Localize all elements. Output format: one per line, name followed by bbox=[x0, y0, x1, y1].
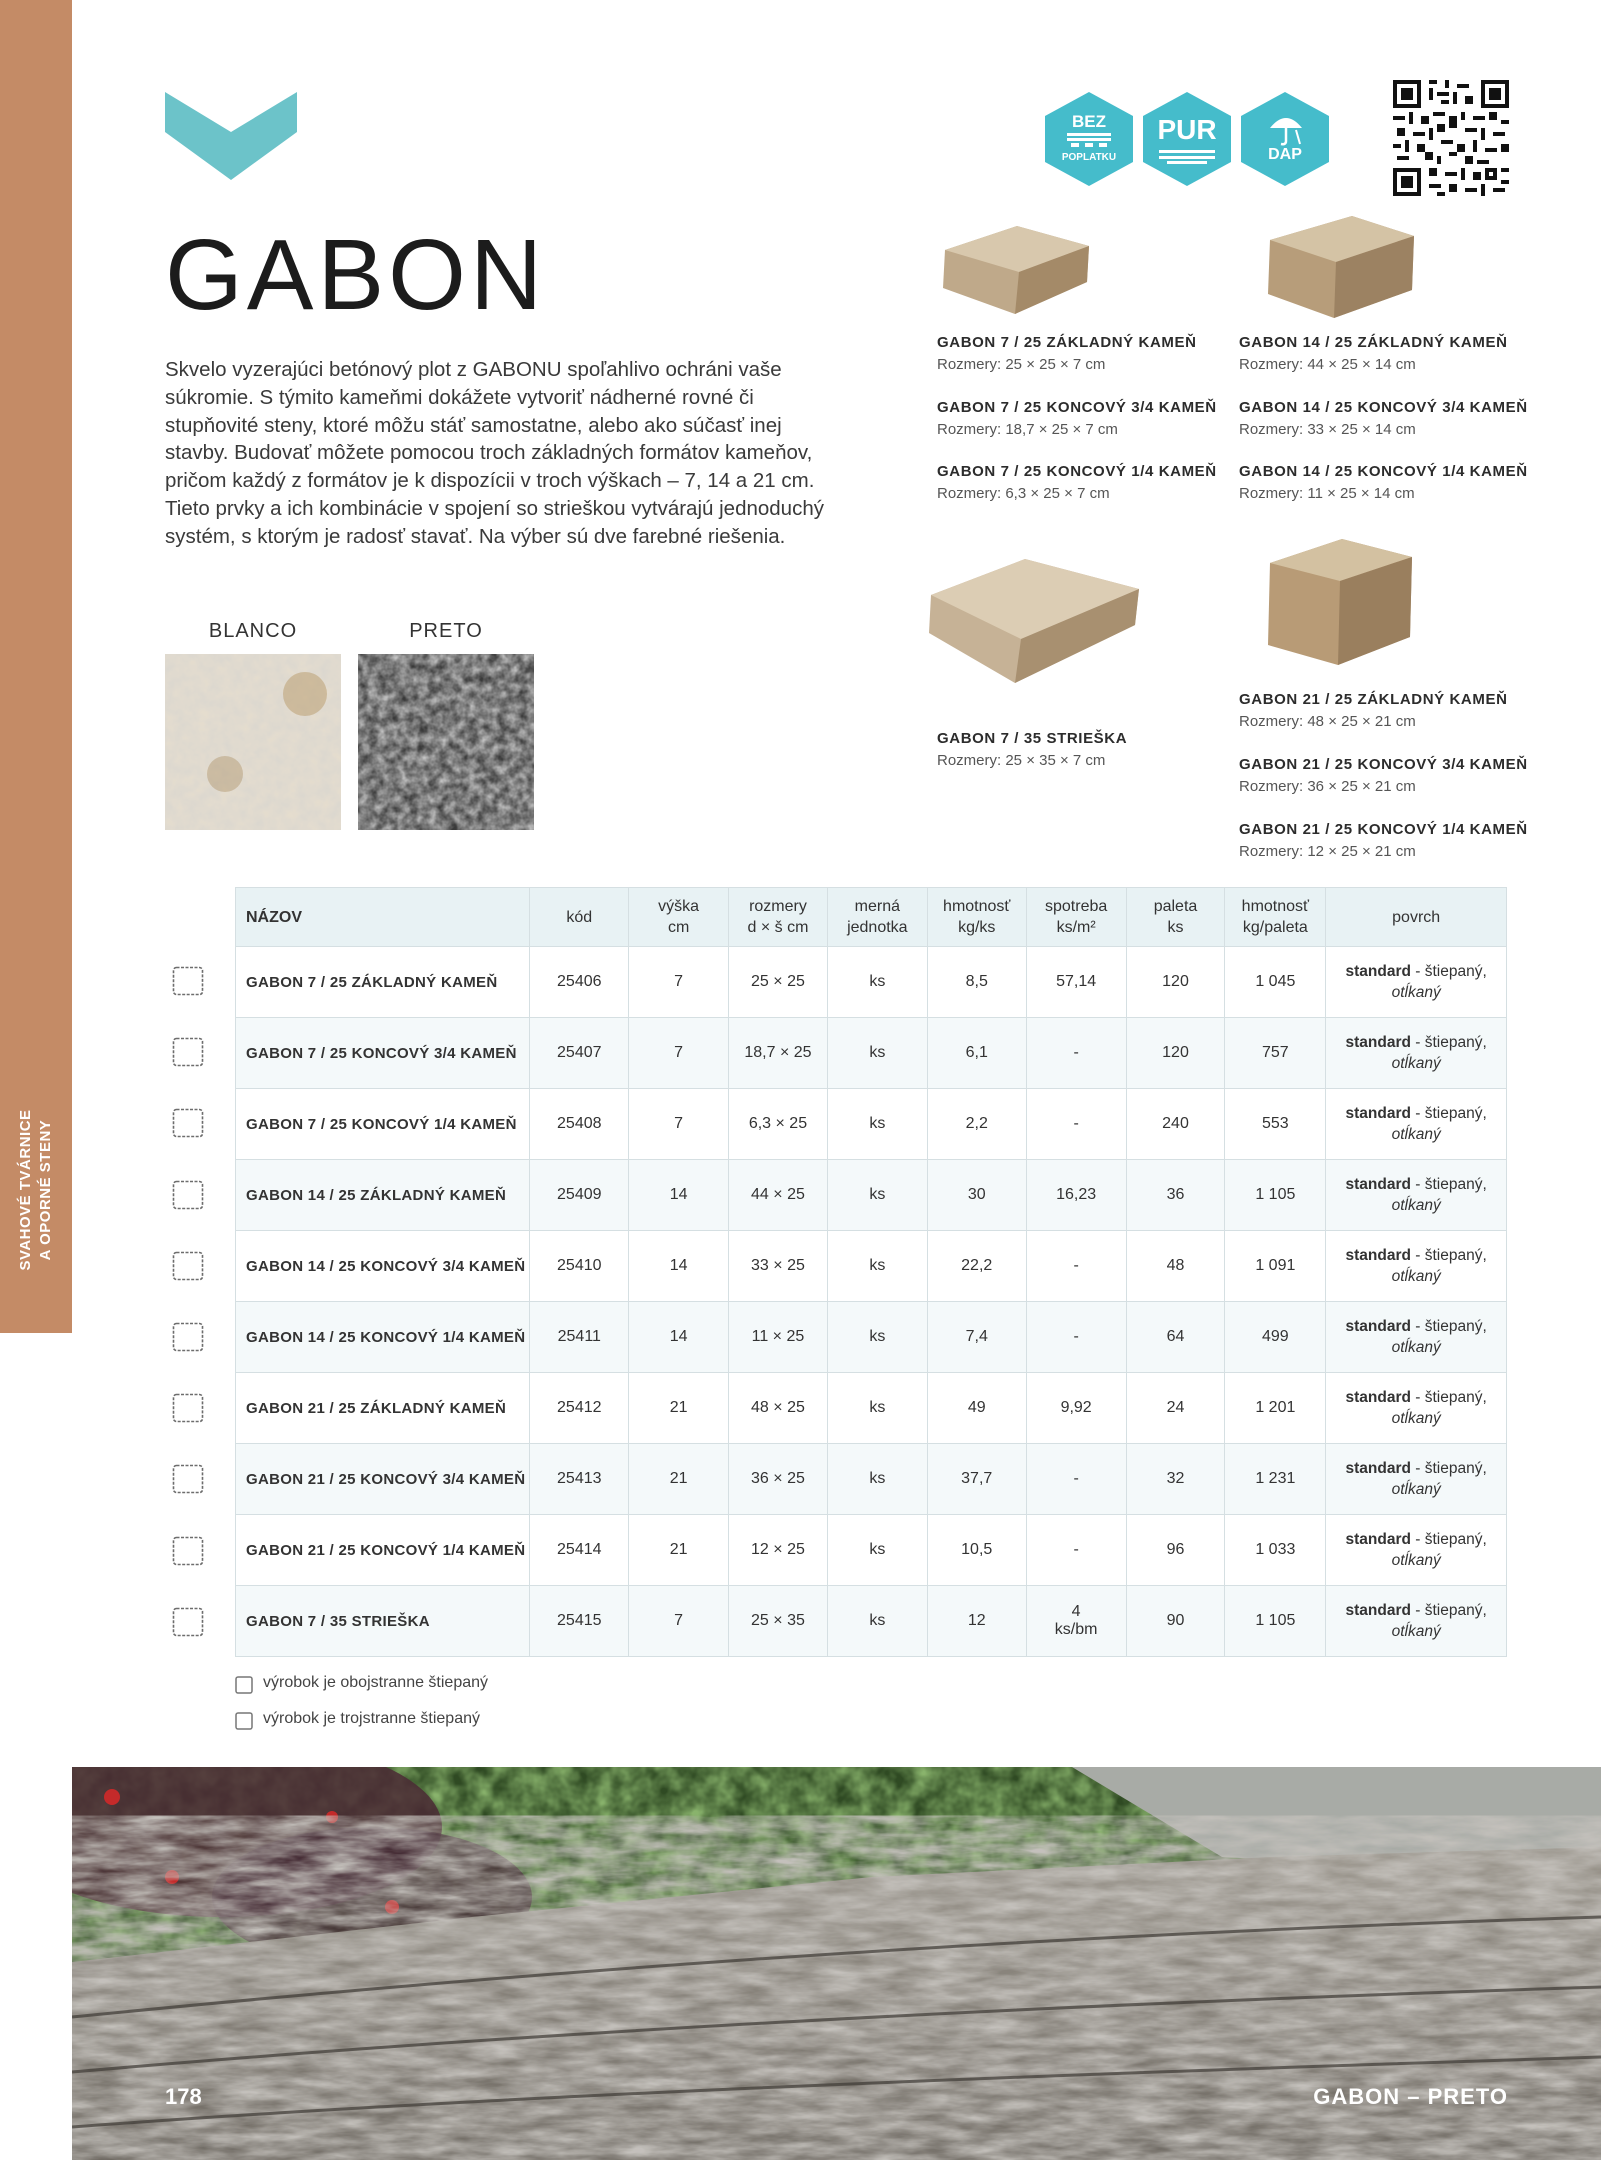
product-dimensions: Rozmery: 12 × 25 × 21 cm bbox=[1239, 843, 1416, 860]
swatch-blanco[interactable] bbox=[165, 654, 341, 830]
cell-height: 14 bbox=[629, 1160, 729, 1231]
split-type-checkbox-icon bbox=[172, 966, 204, 996]
cell-pallet: 32 bbox=[1126, 1444, 1225, 1515]
badge-dap: DAP bbox=[1239, 90, 1331, 188]
stone-image-gabon-7-35-strieska bbox=[925, 555, 1145, 690]
cell-pallet: 90 bbox=[1126, 1586, 1225, 1657]
cell-unit: ks bbox=[827, 1089, 927, 1160]
cell-dimensions: 44 × 25 bbox=[729, 1160, 828, 1231]
badge-pur: PUR bbox=[1141, 90, 1233, 188]
pallet-icon bbox=[1067, 133, 1111, 147]
cell-weight: 6,1 bbox=[927, 1018, 1026, 1089]
cell-height: 14 bbox=[629, 1302, 729, 1373]
checkbox-outline-icon bbox=[235, 1712, 253, 1730]
cell-weight: 30 bbox=[927, 1160, 1026, 1231]
product-name: GABON 7 / 25 KONCOVÝ 3/4 KAMEŇ bbox=[937, 399, 1217, 416]
cell-dimensions: 36 × 25 bbox=[729, 1444, 828, 1515]
cell-weight: 37,7 bbox=[927, 1444, 1026, 1515]
cell-surface: standard - štiepaný, otĺkaný bbox=[1326, 1231, 1507, 1302]
cell-code: 25413 bbox=[530, 1444, 629, 1515]
cell-usage: 57,14 bbox=[1026, 947, 1126, 1018]
footer-title: GABON – PRETO bbox=[1313, 2084, 1508, 2109]
cell-unit: ks bbox=[827, 1515, 927, 1586]
cell-surface: standard - štiepaný, otĺkaný bbox=[1326, 1302, 1507, 1373]
table-row bbox=[236, 947, 1507, 1018]
cell-code: 25407 bbox=[530, 1018, 629, 1089]
cell-pallet: 120 bbox=[1126, 1018, 1225, 1089]
cell-dimensions: 25 × 25 bbox=[729, 947, 828, 1018]
cell-code: 25409 bbox=[530, 1160, 629, 1231]
cell-name: GABON 14 / 25 KONCOVÝ 1/4 KAMEŇ bbox=[236, 1302, 530, 1373]
cell-dimensions: 33 × 25 bbox=[729, 1231, 828, 1302]
table-row bbox=[236, 1302, 1507, 1373]
cell-code: 25415 bbox=[530, 1586, 629, 1657]
cell-surface: standard - štiepaný, otĺkaný bbox=[1326, 1586, 1507, 1657]
header-dimensions: rozmery d × š cm bbox=[729, 888, 828, 947]
cell-surface: standard - štiepaný, otĺkaný bbox=[1326, 1089, 1507, 1160]
header-height: výška cm bbox=[629, 888, 729, 947]
header-unit: merná jednotka bbox=[827, 888, 927, 947]
cell-surface: standard - štiepaný, otĺkaný bbox=[1326, 947, 1507, 1018]
product-dimensions: Rozmery: 33 × 25 × 14 cm bbox=[1239, 421, 1416, 438]
cell-pallet: 36 bbox=[1126, 1160, 1225, 1231]
product-dimensions: Rozmery: 36 × 25 × 21 cm bbox=[1239, 778, 1416, 795]
cell-pallet: 120 bbox=[1126, 947, 1225, 1018]
product-dimensions: Rozmery: 25 × 35 × 7 cm bbox=[937, 752, 1106, 769]
color-label-preto: PRETO bbox=[409, 620, 483, 642]
header-pallet: paleta ks bbox=[1126, 888, 1225, 947]
cell-dimensions: 6,3 × 25 bbox=[729, 1089, 828, 1160]
cell-height: 7 bbox=[629, 1018, 729, 1089]
product-name: GABON 7 / 25 KONCOVÝ 1/4 KAMEŇ bbox=[937, 463, 1217, 480]
cell-unit: ks bbox=[827, 1586, 927, 1657]
cell-weight: 10,5 bbox=[927, 1515, 1026, 1586]
split-type-checkbox-icon bbox=[172, 1607, 204, 1637]
chevron-logo-icon bbox=[165, 92, 297, 182]
cell-surface: standard - štiepaný, otĺkaný bbox=[1326, 1373, 1507, 1444]
cell-weight: 8,5 bbox=[927, 947, 1026, 1018]
header-weight: hmotnosť kg/ks bbox=[927, 888, 1026, 947]
cell-pallet-weight: 757 bbox=[1225, 1018, 1326, 1089]
stone-image-gabon-21-25 bbox=[1262, 533, 1422, 673]
cell-unit: ks bbox=[827, 1160, 927, 1231]
cell-name: GABON 21 / 25 ZÁKLADNÝ KAMEŇ bbox=[236, 1373, 530, 1444]
cell-unit: ks bbox=[827, 1373, 927, 1444]
cell-unit: ks bbox=[827, 1444, 927, 1515]
header-usage: spotreba ks/m² bbox=[1026, 888, 1126, 947]
header-pallet-weight: hmotnosť kg/paleta bbox=[1225, 888, 1326, 947]
cell-pallet-weight: 1 091 bbox=[1225, 1231, 1326, 1302]
table-row bbox=[236, 1089, 1507, 1160]
cell-height: 7 bbox=[629, 1089, 729, 1160]
product-dimensions: Rozmery: 44 × 25 × 14 cm bbox=[1239, 356, 1416, 373]
umbrella-icon bbox=[1267, 110, 1305, 146]
split-type-checkbox-icon bbox=[172, 1536, 204, 1566]
cell-code: 25408 bbox=[530, 1089, 629, 1160]
cell-pallet-weight: 1 045 bbox=[1225, 947, 1326, 1018]
header-code: kód bbox=[530, 888, 629, 947]
cell-dimensions: 12 × 25 bbox=[729, 1515, 828, 1586]
cell-usage: - bbox=[1026, 1018, 1126, 1089]
stone-image-gabon-7-25 bbox=[937, 222, 1097, 322]
product-name: GABON 7 / 25 ZÁKLADNÝ KAMEŇ bbox=[937, 334, 1197, 351]
cell-height: 7 bbox=[629, 947, 729, 1018]
table-row bbox=[236, 1373, 1507, 1444]
cell-name: GABON 21 / 25 KONCOVÝ 1/4 KAMEŇ bbox=[236, 1515, 530, 1586]
cell-surface: standard - štiepaný, otĺkaný bbox=[1326, 1444, 1507, 1515]
split-type-checkbox-icon bbox=[172, 1037, 204, 1067]
product-dimensions: Rozmery: 6,3 × 25 × 7 cm bbox=[937, 485, 1110, 502]
cell-surface: standard - štiepaný, otĺkaný bbox=[1326, 1018, 1507, 1089]
cell-unit: ks bbox=[827, 1231, 927, 1302]
cell-height: 21 bbox=[629, 1515, 729, 1586]
header-surface: povrch bbox=[1326, 888, 1507, 947]
cell-usage: - bbox=[1026, 1444, 1126, 1515]
cell-surface: standard - štiepaný, otĺkaný bbox=[1326, 1515, 1507, 1586]
header-name: NÁZOV bbox=[236, 888, 530, 947]
table-header-row bbox=[236, 888, 1507, 947]
cell-pallet-weight: 1 105 bbox=[1225, 1160, 1326, 1231]
cell-pallet-weight: 1 231 bbox=[1225, 1444, 1326, 1515]
cell-unit: ks bbox=[827, 947, 927, 1018]
side-label-line1: SVAHOVÉ TVÁRNICE bbox=[17, 1109, 34, 1271]
side-label-line2: A OPORNÉ STENY bbox=[37, 1119, 54, 1261]
cell-dimensions: 25 × 35 bbox=[729, 1586, 828, 1657]
cell-pallet-weight: 499 bbox=[1225, 1302, 1326, 1373]
cell-usage: 16,23 bbox=[1026, 1160, 1126, 1231]
spec-table bbox=[235, 887, 1507, 1657]
cell-name: GABON 7 / 25 KONCOVÝ 1/4 KAMEŇ bbox=[236, 1089, 530, 1160]
split-type-checkbox-icon bbox=[172, 1180, 204, 1210]
cell-code: 25412 bbox=[530, 1373, 629, 1444]
table-row bbox=[236, 1160, 1507, 1231]
cell-code: 25410 bbox=[530, 1231, 629, 1302]
cell-pallet-weight: 1 105 bbox=[1225, 1586, 1326, 1657]
cell-name: GABON 7 / 25 KONCOVÝ 3/4 KAMEŇ bbox=[236, 1018, 530, 1089]
product-name: GABON 21 / 25 KONCOVÝ 3/4 KAMEŇ bbox=[1239, 756, 1528, 773]
cell-pallet: 64 bbox=[1126, 1302, 1225, 1373]
cell-usage: - bbox=[1026, 1089, 1126, 1160]
cell-code: 25411 bbox=[530, 1302, 629, 1373]
cell-height: 7 bbox=[629, 1586, 729, 1657]
cell-height: 21 bbox=[629, 1373, 729, 1444]
split-type-checkbox-icon bbox=[172, 1393, 204, 1423]
cell-weight: 22,2 bbox=[927, 1231, 1026, 1302]
table-row bbox=[236, 1444, 1507, 1515]
cell-dimensions: 18,7 × 25 bbox=[729, 1018, 828, 1089]
cell-code: 25414 bbox=[530, 1515, 629, 1586]
table-row bbox=[236, 1231, 1507, 1302]
product-dimensions: Rozmery: 48 × 25 × 21 cm bbox=[1239, 713, 1416, 730]
cell-name: GABON 7 / 35 STRIEŠKA bbox=[236, 1586, 530, 1657]
cell-pallet: 48 bbox=[1126, 1231, 1225, 1302]
product-name: GABON 14 / 25 KONCOVÝ 1/4 KAMEŇ bbox=[1239, 463, 1528, 480]
cell-name: GABON 14 / 25 ZÁKLADNÝ KAMEŇ bbox=[236, 1160, 530, 1231]
split-type-checkbox-icon bbox=[172, 1251, 204, 1281]
cell-weight: 7,4 bbox=[927, 1302, 1026, 1373]
table-row bbox=[236, 1018, 1507, 1089]
product-name: GABON 14 / 25 KONCOVÝ 3/4 KAMEŇ bbox=[1239, 399, 1528, 416]
product-name: GABON 7 / 35 STRIEŠKA bbox=[937, 730, 1128, 747]
swatch-preto[interactable] bbox=[358, 654, 534, 830]
cell-weight: 2,2 bbox=[927, 1089, 1026, 1160]
cell-name: GABON 21 / 25 KONCOVÝ 3/4 KAMEŇ bbox=[236, 1444, 530, 1515]
cell-dimensions: 48 × 25 bbox=[729, 1373, 828, 1444]
badge-bez-poplatku: BEZ POPLATKU bbox=[1043, 90, 1135, 188]
cell-usage: 4 ks/bm bbox=[1026, 1586, 1126, 1657]
cell-usage: 9,92 bbox=[1026, 1373, 1126, 1444]
cell-weight: 12 bbox=[927, 1586, 1026, 1657]
page-number: 178 bbox=[165, 2084, 202, 2109]
cell-usage: - bbox=[1026, 1302, 1126, 1373]
product-name: GABON 14 / 25 ZÁKLADNÝ KAMEŇ bbox=[1239, 334, 1508, 351]
product-name: GABON 21 / 25 ZÁKLADNÝ KAMEŇ bbox=[1239, 691, 1508, 708]
cell-dimensions: 11 × 25 bbox=[729, 1302, 828, 1373]
split-type-checkbox-icon bbox=[172, 1108, 204, 1138]
split-type-checkbox-icon bbox=[172, 1322, 204, 1352]
qr-code[interactable] bbox=[1393, 80, 1509, 196]
table-row bbox=[236, 1515, 1507, 1586]
cell-name: GABON 7 / 25 ZÁKLADNÝ KAMEŇ bbox=[236, 947, 530, 1018]
cell-code: 25406 bbox=[530, 947, 629, 1018]
cell-unit: ks bbox=[827, 1302, 927, 1373]
checkbox-outline-icon bbox=[235, 1676, 253, 1694]
cell-pallet-weight: 553 bbox=[1225, 1089, 1326, 1160]
cell-unit: ks bbox=[827, 1018, 927, 1089]
cell-usage: - bbox=[1026, 1515, 1126, 1586]
page-title: GABON bbox=[165, 219, 547, 331]
side-category-label bbox=[16, 1060, 56, 1320]
cell-height: 14 bbox=[629, 1231, 729, 1302]
product-dimensions: Rozmery: 18,7 × 25 × 7 cm bbox=[937, 421, 1118, 438]
stone-image-gabon-14-25 bbox=[1262, 210, 1422, 325]
table-row bbox=[236, 1586, 1507, 1657]
product-dimensions: Rozmery: 25 × 25 × 7 cm bbox=[937, 356, 1106, 373]
cell-pallet: 24 bbox=[1126, 1373, 1225, 1444]
intro-paragraph: Skvelo vyzerajúci betónový plot z GABONU spoľahlivo ochráni vaše súkromie. S týmito kameňmi dokážete vytvoriť nádherné rovné či stupňovité steny, ktoré môžu stáť samostatne, alebo ako súčasť inej stavby. Budovať môžete pomocou troch základných formátov kameňov, pričom každý z formátov je k dispozícii v troch výškach – 7, 14 a 21 cm. Tieto prvky a ich kombinácie v spojení so strieškou vytvárajú jednoduchý systém, s ktorým je radosť stavať. Na výber sú dve farebné riešenia. bbox=[165, 358, 824, 548]
cell-pallet-weight: 1 201 bbox=[1225, 1373, 1326, 1444]
pur-lines-icon bbox=[1159, 150, 1215, 164]
product-dimensions: Rozmery: 11 × 25 × 14 cm bbox=[1239, 485, 1415, 502]
cell-weight: 49 bbox=[927, 1373, 1026, 1444]
cell-height: 21 bbox=[629, 1444, 729, 1515]
cell-pallet: 96 bbox=[1126, 1515, 1225, 1586]
color-label-blanco: BLANCO bbox=[208, 620, 298, 642]
cell-surface: standard - štiepaný, otĺkaný bbox=[1326, 1160, 1507, 1231]
cell-name: GABON 14 / 25 KONCOVÝ 3/4 KAMEŇ bbox=[236, 1231, 530, 1302]
cell-pallet: 240 bbox=[1126, 1089, 1225, 1160]
cell-usage: - bbox=[1026, 1231, 1126, 1302]
cell-pallet-weight: 1 033 bbox=[1225, 1515, 1326, 1586]
product-name: GABON 21 / 25 KONCOVÝ 1/4 KAMEŇ bbox=[1239, 821, 1528, 838]
split-type-checkbox-icon bbox=[172, 1464, 204, 1494]
